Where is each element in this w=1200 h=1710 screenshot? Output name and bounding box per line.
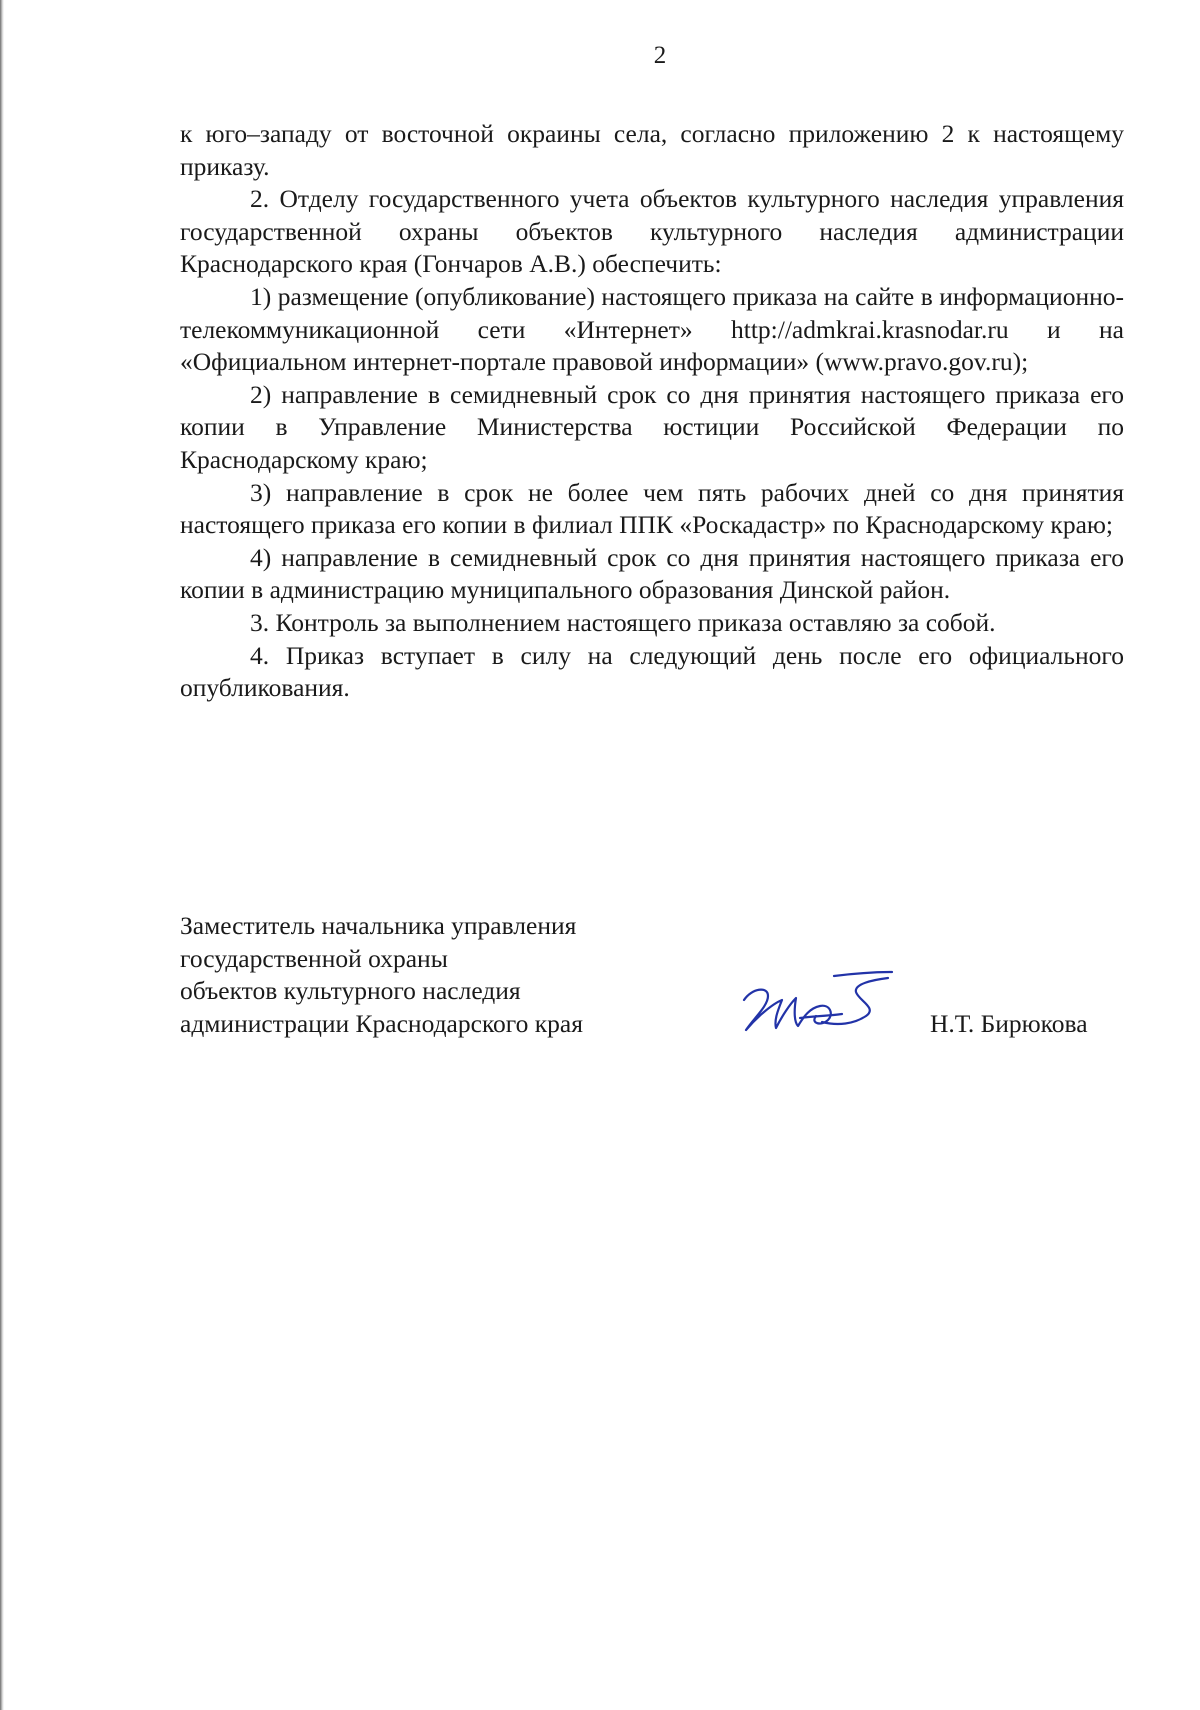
paragraph-subitem-3: 3) направление в срок не более чем пять рабочих дней со дня принятия настоящего приказа его копии в филиал ППК «Роскадастр» по Краснодарскому краю; bbox=[180, 477, 1124, 540]
paragraph-item-2: 2. Отделу государственного учета объектов культурного наследия управления государственной охраны объектов культурного наследия администрации Краснодарского края (Гончаров А.В.) обеспечить: bbox=[180, 184, 1124, 279]
paragraph-subitem-1: 1) размещение (опубликование) настоящего приказа на сайте в информационно-телекоммуникационной сети «Интернет» http://admkrai.krasnodar.ru и на «Официальном интернет-портале правовой информации» (www.pravo.gov.ru); bbox=[180, 281, 1124, 377]
signer-position-line: объектов культурного наследия bbox=[180, 976, 521, 1006]
document-body bbox=[180, 118, 1124, 705]
signer-position-line: Заместитель начальника управления bbox=[180, 911, 577, 940]
scan-edge bbox=[0, 0, 4, 1710]
page-number: 2 bbox=[653, 42, 667, 69]
signer-position-line: государственной охраны bbox=[180, 943, 448, 973]
signer-position-line: администрации Краснодарского края bbox=[180, 1008, 583, 1038]
paragraph-continuation: к юго–западу от восточной окраины села, согласно приложению 2 к настоящему приказу. bbox=[180, 119, 1124, 181]
paragraph-subitem-4: 4) направление в семидневный срок со дня принятия настоящего приказа его копии в администрацию муниципального образования Динской район. bbox=[180, 542, 1124, 605]
signer-position bbox=[180, 910, 583, 1040]
handwritten-signature bbox=[738, 970, 898, 1040]
paragraph-item-3: 3. Контроль за выполнением настоящего приказа оставляю за собой. bbox=[250, 607, 996, 637]
signer-name: Н.Т. Бирюкова bbox=[930, 1009, 1088, 1038]
paragraph-subitem-2: 2) направление в семидневный срок со дня принятия настоящего приказа его копии в Управление Министерства юстиции Российской Федерации по Краснодарскому краю; bbox=[180, 379, 1124, 474]
paragraph-item-4: 4. Приказ вступает в силу на следующий день после его официального опубликования. bbox=[180, 640, 1124, 703]
